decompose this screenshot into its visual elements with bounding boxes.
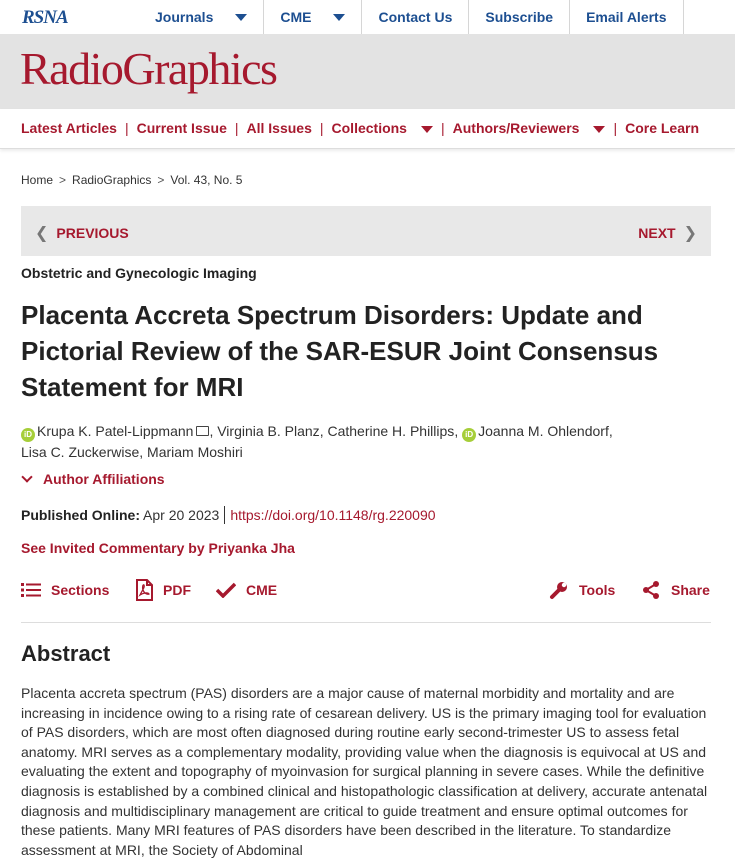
nav-separator: | — [234, 120, 239, 136]
author-affiliations-toggle[interactable]: Author Affiliations — [21, 471, 165, 487]
top-nav — [139, 0, 684, 34]
breadcrumb-separator: > — [59, 173, 67, 187]
top-nav-cme[interactable]: CME — [264, 0, 362, 34]
published-date: Apr 20 2023 — [143, 507, 220, 523]
top-nav-contact-us[interactable]: Contact Us — [362, 0, 469, 34]
checkmark-icon — [216, 582, 236, 598]
nav-all-issues[interactable]: All Issues — [246, 120, 312, 136]
orcid-icon[interactable]: iD — [21, 428, 35, 442]
share-button[interactable]: Share — [641, 577, 710, 603]
publication-info — [21, 506, 436, 524]
author-list: iD Krupa K. Patel-Lippmann , Virginia B. Planz, Catherine H. Phillips, iD Joanna M. Ohlendorf, Lisa C. Zuckerwise, Mariam Moshiri — [21, 423, 613, 460]
chevron-down-icon — [21, 471, 32, 482]
article-pager — [21, 206, 711, 256]
doi-link[interactable]: https://doi.org/10.1148/rg.220090 — [230, 507, 436, 523]
journal-header — [0, 34, 735, 109]
invited-commentary-link[interactable]: See Invited Commentary by Priyanka Jha — [21, 540, 295, 556]
article-category: Obstetric and Gynecologic Imaging — [21, 265, 257, 281]
caret-down-icon — [235, 14, 247, 21]
tools-button[interactable]: Tools — [549, 577, 615, 603]
pdf-file-icon — [135, 579, 153, 601]
nav-separator: | — [440, 120, 445, 136]
share-icon — [641, 580, 661, 600]
published-label: Published Online: — [21, 507, 141, 523]
chevron-left-icon: ❮ — [35, 225, 49, 242]
author-link[interactable]: Mariam Moshiri — [147, 444, 243, 460]
author-link[interactable]: Lisa C. Zuckerwise — [21, 444, 140, 460]
journal-logo[interactable]: RadioGraphics — [20, 43, 277, 94]
pdf-button[interactable]: PDF — [135, 577, 191, 603]
caret-down-icon — [333, 14, 345, 21]
nav-collections[interactable]: Collections — [332, 120, 433, 136]
breadcrumb-separator: > — [157, 173, 165, 187]
author-link[interactable]: Joanna M. Ohlendorf — [478, 423, 609, 439]
top-nav-journals[interactable]: Journals — [139, 0, 264, 34]
previous-article-button[interactable]: ❮ PREVIOUS — [35, 225, 129, 242]
caret-down-icon — [593, 126, 605, 133]
nav-separator: | — [124, 120, 129, 136]
author-link[interactable]: Catherine H. Phillips — [327, 423, 455, 439]
nav-separator: | — [319, 120, 324, 136]
email-icon[interactable] — [196, 426, 209, 436]
cme-button[interactable]: CME — [216, 577, 277, 603]
chevron-right-icon: ❯ — [683, 225, 697, 242]
sections-button[interactable]: Sections — [21, 577, 109, 603]
abstract-text: Placenta accreta spectrum (PAS) disorders are a major cause of maternal morbidity and mortality and are increasing in incidence owing to a rising rate of cesarean delivery. US is the primary imaging tool for evaluation of PAS disorders, which are most often diagnosed during routine early second-trimester US to assess fetal anatomy. MRI serves as a complementary modality, providing value when the diagnosis is equivocal at US and evaluating the extent and topography of myoinvasion for surgical planning in severe cases. While the definitive diagnosis is established by a combined clinical and histopathologic classification at delivery, accurate antenatal diagnosis and multidisciplinary management are critical to guide treatment and ensure optimal outcomes for these patients. Many MRI features of PAS disorders have been described in the literature. To standardize assessment at MRI, the Society of Abdominal — [21, 685, 708, 858]
divider — [21, 622, 711, 623]
author-link[interactable]: Virginia B. Planz — [217, 423, 320, 439]
list-icon — [21, 582, 41, 598]
breadcrumb-journal[interactable]: RadioGraphics — [72, 173, 152, 187]
next-article-button[interactable]: NEXT ❯ — [638, 225, 697, 242]
orcid-icon[interactable]: iD — [462, 428, 476, 442]
breadcrumb-volume[interactable]: Vol. 43, No. 5 — [170, 173, 243, 187]
rsna-logo[interactable]: RSNA — [22, 7, 68, 28]
top-bar — [0, 0, 735, 34]
top-nav-email-alerts[interactable]: Email Alerts — [570, 0, 683, 34]
divider — [224, 506, 225, 524]
caret-down-icon — [421, 126, 433, 133]
nav-separator: | — [613, 120, 618, 136]
breadcrumb-home[interactable]: Home — [21, 173, 54, 187]
nav-current-issue[interactable]: Current Issue — [136, 120, 227, 136]
top-nav-subscribe[interactable]: Subscribe — [469, 0, 570, 34]
abstract-heading: Abstract — [21, 641, 111, 666]
journal-nav — [0, 109, 735, 149]
article-toolbar — [21, 577, 711, 607]
breadcrumb — [21, 173, 242, 187]
article-title: Placenta Accreta Spectrum Disorders: Update and Pictorial Review of the SAR-ESUR Joint Consensus Statement for MRI — [21, 300, 659, 402]
wrench-icon — [549, 580, 569, 600]
nav-core-learn[interactable]: Core Learn — [625, 120, 700, 136]
nav-authors-reviewers[interactable]: Authors/Reviewers — [453, 120, 606, 136]
nav-latest-articles[interactable]: Latest Articles — [21, 120, 117, 136]
author-link[interactable]: Krupa K. Patel-Lippmann — [37, 423, 194, 439]
